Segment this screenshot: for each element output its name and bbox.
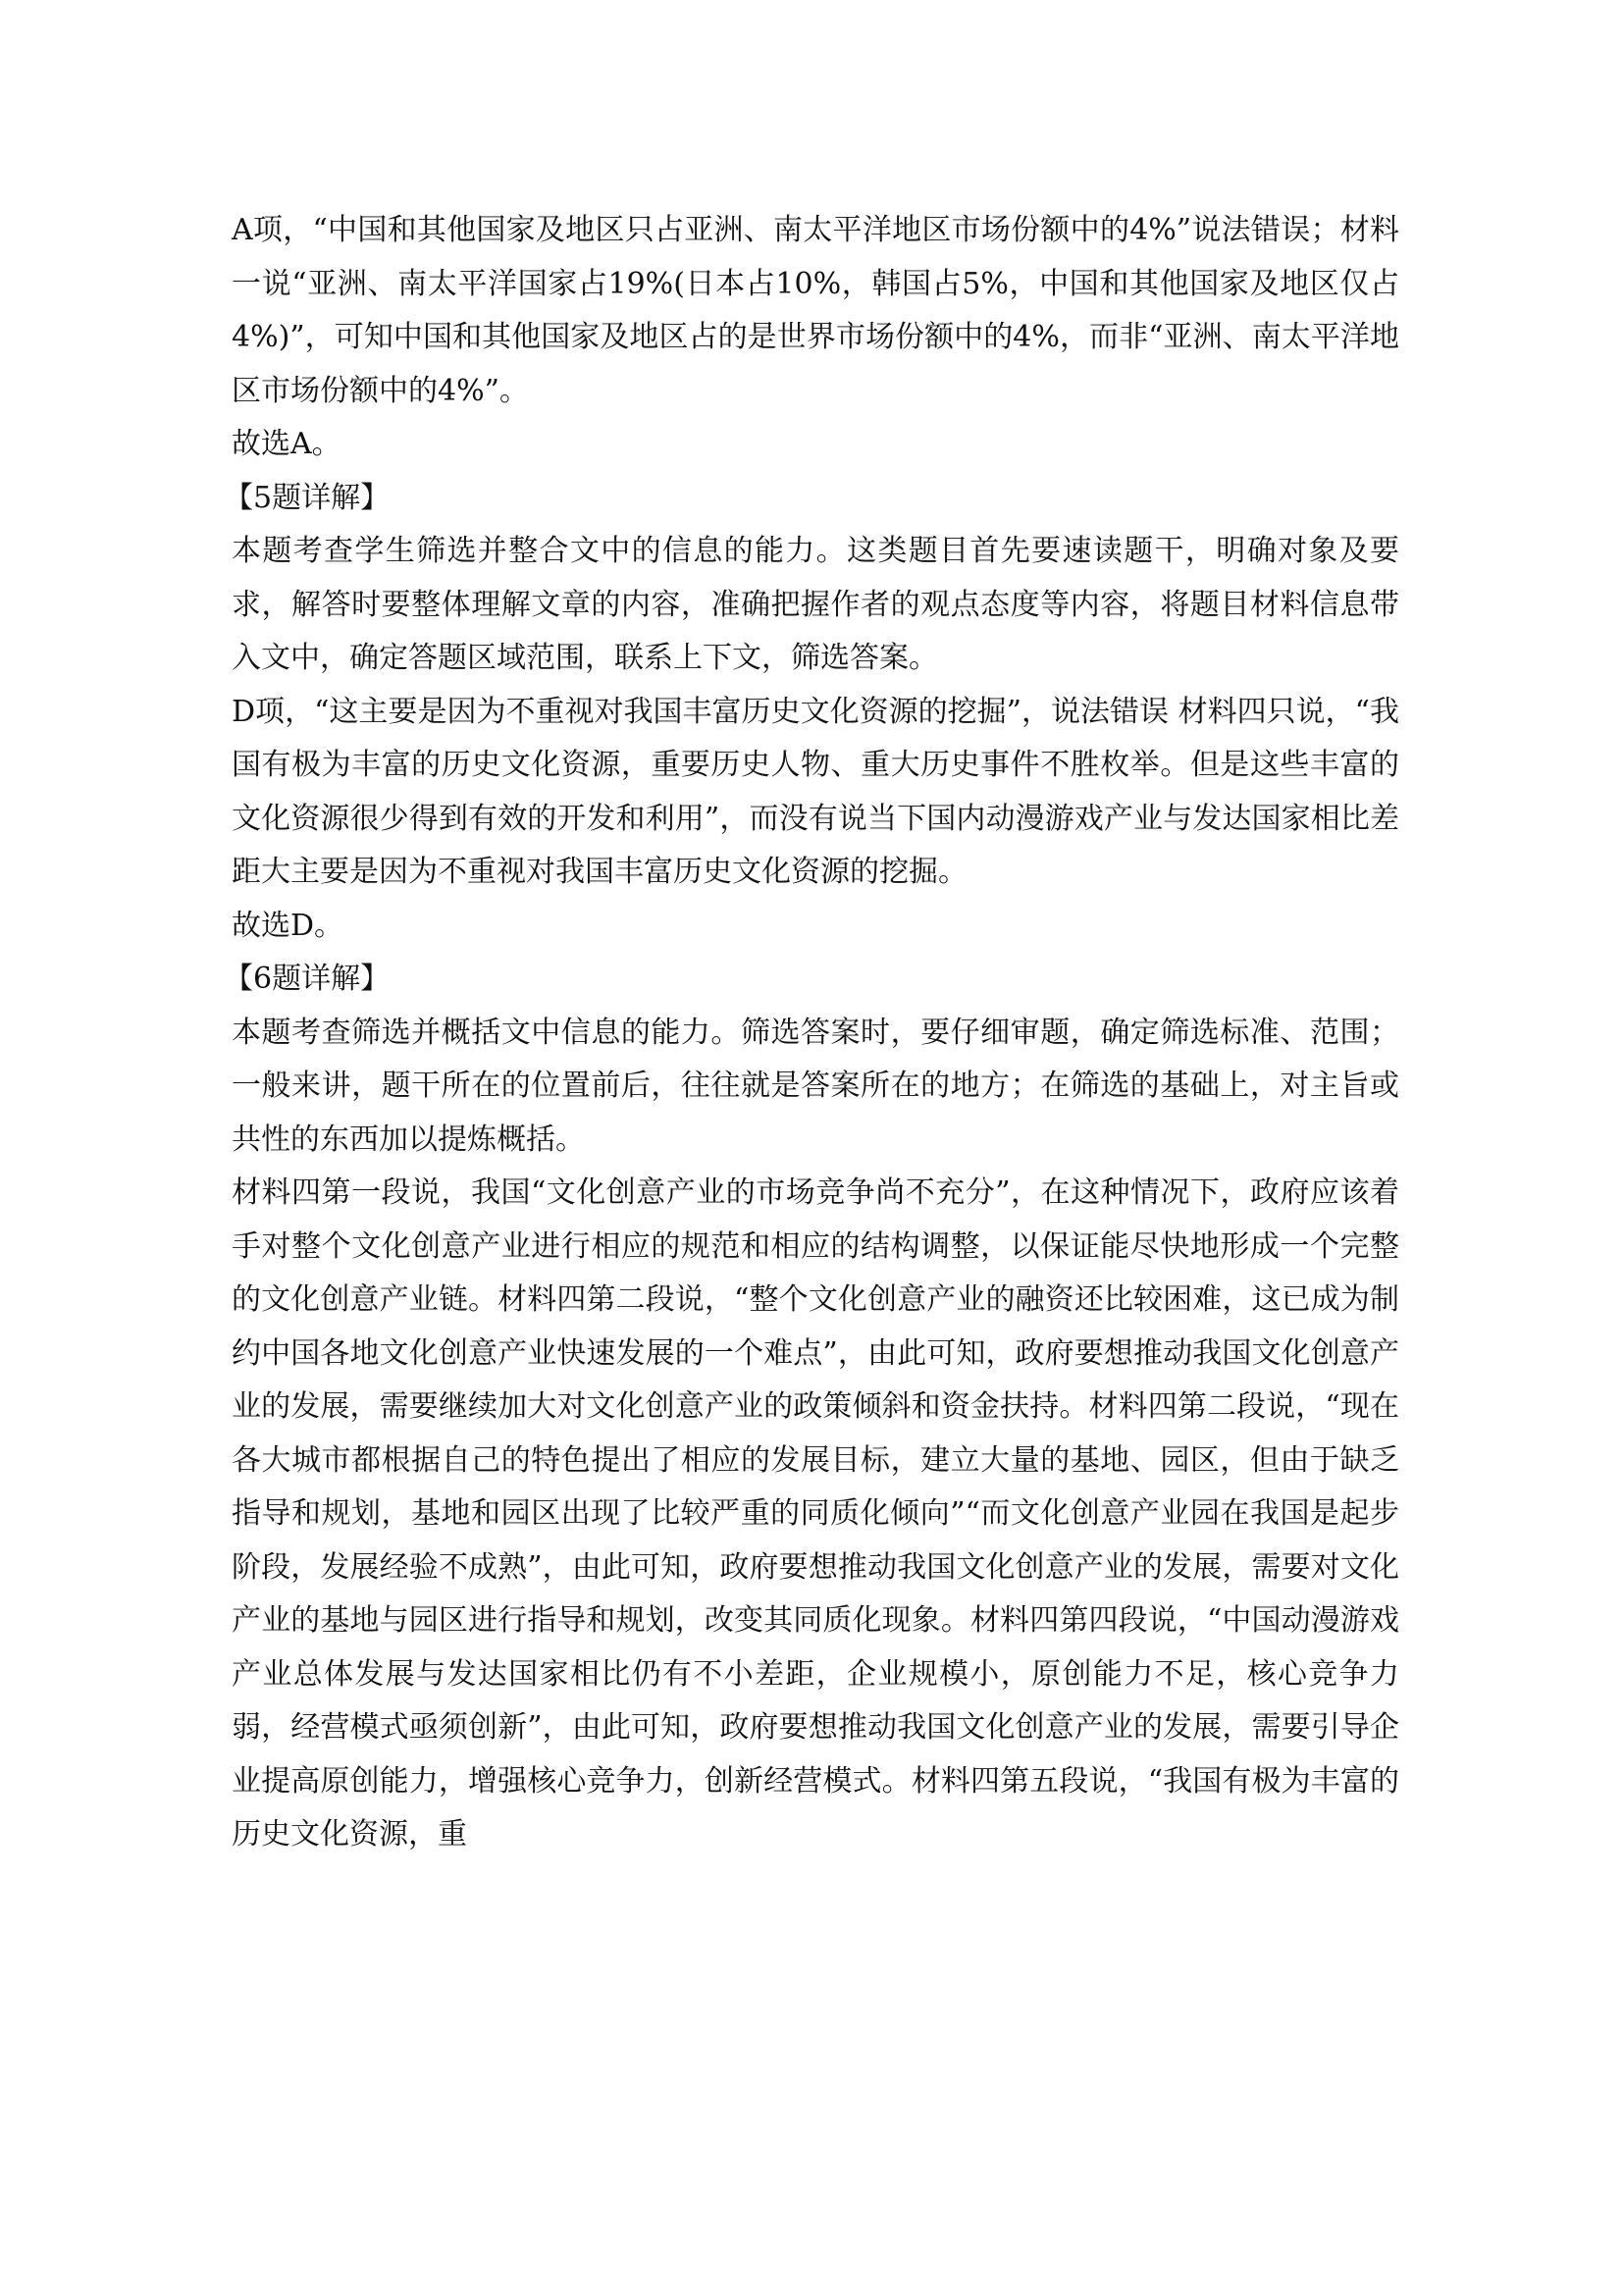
paragraph-option-d-analysis: D项，“这主要是因为不重视对我国丰富历史文化资源的挖掘”，说法错误 材料四只说，“我国有极为丰富的历史文化资源，重要历史人物、重大历史事件不胜枚举。但是这些丰富的文化资源很少得到有效的开发和利用”，而没有说当下国内动漫游戏产业与发达国家相比差距大主要是因为不重视对我国丰富历史文化资源的挖掘。	[232, 694, 1399, 889]
paragraph-material-four-analysis: 材料四第一段说，我国“文化创意产业的市场竞争尚不充分”，在这种情况下，政府应该着手对整个文化创意产业进行相应的规范和相应的结构调整，以保证能尽快地形成一个完整的文化创意产业链。材料四第二段说，“整个文化创意产业的融资还比较困难，这已成为制约中国各地文化创意产业快速发展的一个难点”，由此可知，政府要想推动我国文化创意产业的发展，需要继续加大对文化创意产业的政策倾斜和资金扶持。材料四第二段说，“现在各大城市都根据自己的特色提出了相应的发展目标，建立大量的基地、园区，但由于缺乏指导和规划，基地和园区出现了比较严重的同质化倾向”“而文化创意产业园在我国是起步阶段，发展经验不成熟”，由此可知，政府要想推动我国文化创意产业的发展，需要对文化产业的基地与园区进行指导和规划，改变其同质化现象。材料四第四段说，“中国动漫游戏产业总体发展与发达国家相比仍有不小差距，企业规模小，原创能力不足，核心竞争力弱，经营模式亟须创新”，由此可知，政府要想推动我国文化创意产业的发展，需要引导企业提高原创能力，增强核心竞争力，创新经营模式。材料四第五段说，“我国有极为丰富的历史文化资源，重	[232, 1175, 1399, 1852]
document-body	[224, 204, 1399, 1862]
paragraph-answer-a: 故选A。	[232, 427, 341, 461]
paragraph-option-a-analysis: A项，“中国和其他国家及地区只占亚洲、南太平洋地区市场份额中的4%”说法错误；材料一说“亚洲、南太平洋国家占19%(日本占10%，韩国占5%，中国和其他国家及地区仅占4%)”，可知中国和其他国家及地区占的是世界市场份额中的4%，而非“亚洲、南太平洋地区市场份额中的4%”。	[232, 213, 1399, 408]
heading-question-6: 【6题详解】	[224, 962, 391, 996]
paragraph-question-6-intro: 本题考查筛选并概括文中信息的能力。筛选答案时，要仔细审题，确定筛选标准、范围；一般来讲，题干所在的位置前后，往往就是答案所在的地方；在筛选的基础上，对主旨或共性的东西加以提炼概括。	[232, 1015, 1399, 1157]
heading-question-5: 【5题详解】	[224, 480, 391, 515]
paragraph-question-5-intro: 本题考查学生筛选并整合文中的信息的能力。这类题目首先要速读题干，明确对象及要求，解答时要整体理解文章的内容，准确把握作者的观点态度等内容，将题目材料信息带入文中，确定答题区域范围，联系上下文，筛选答案。	[232, 534, 1399, 675]
paragraph-answer-d: 故选D。	[232, 908, 344, 943]
